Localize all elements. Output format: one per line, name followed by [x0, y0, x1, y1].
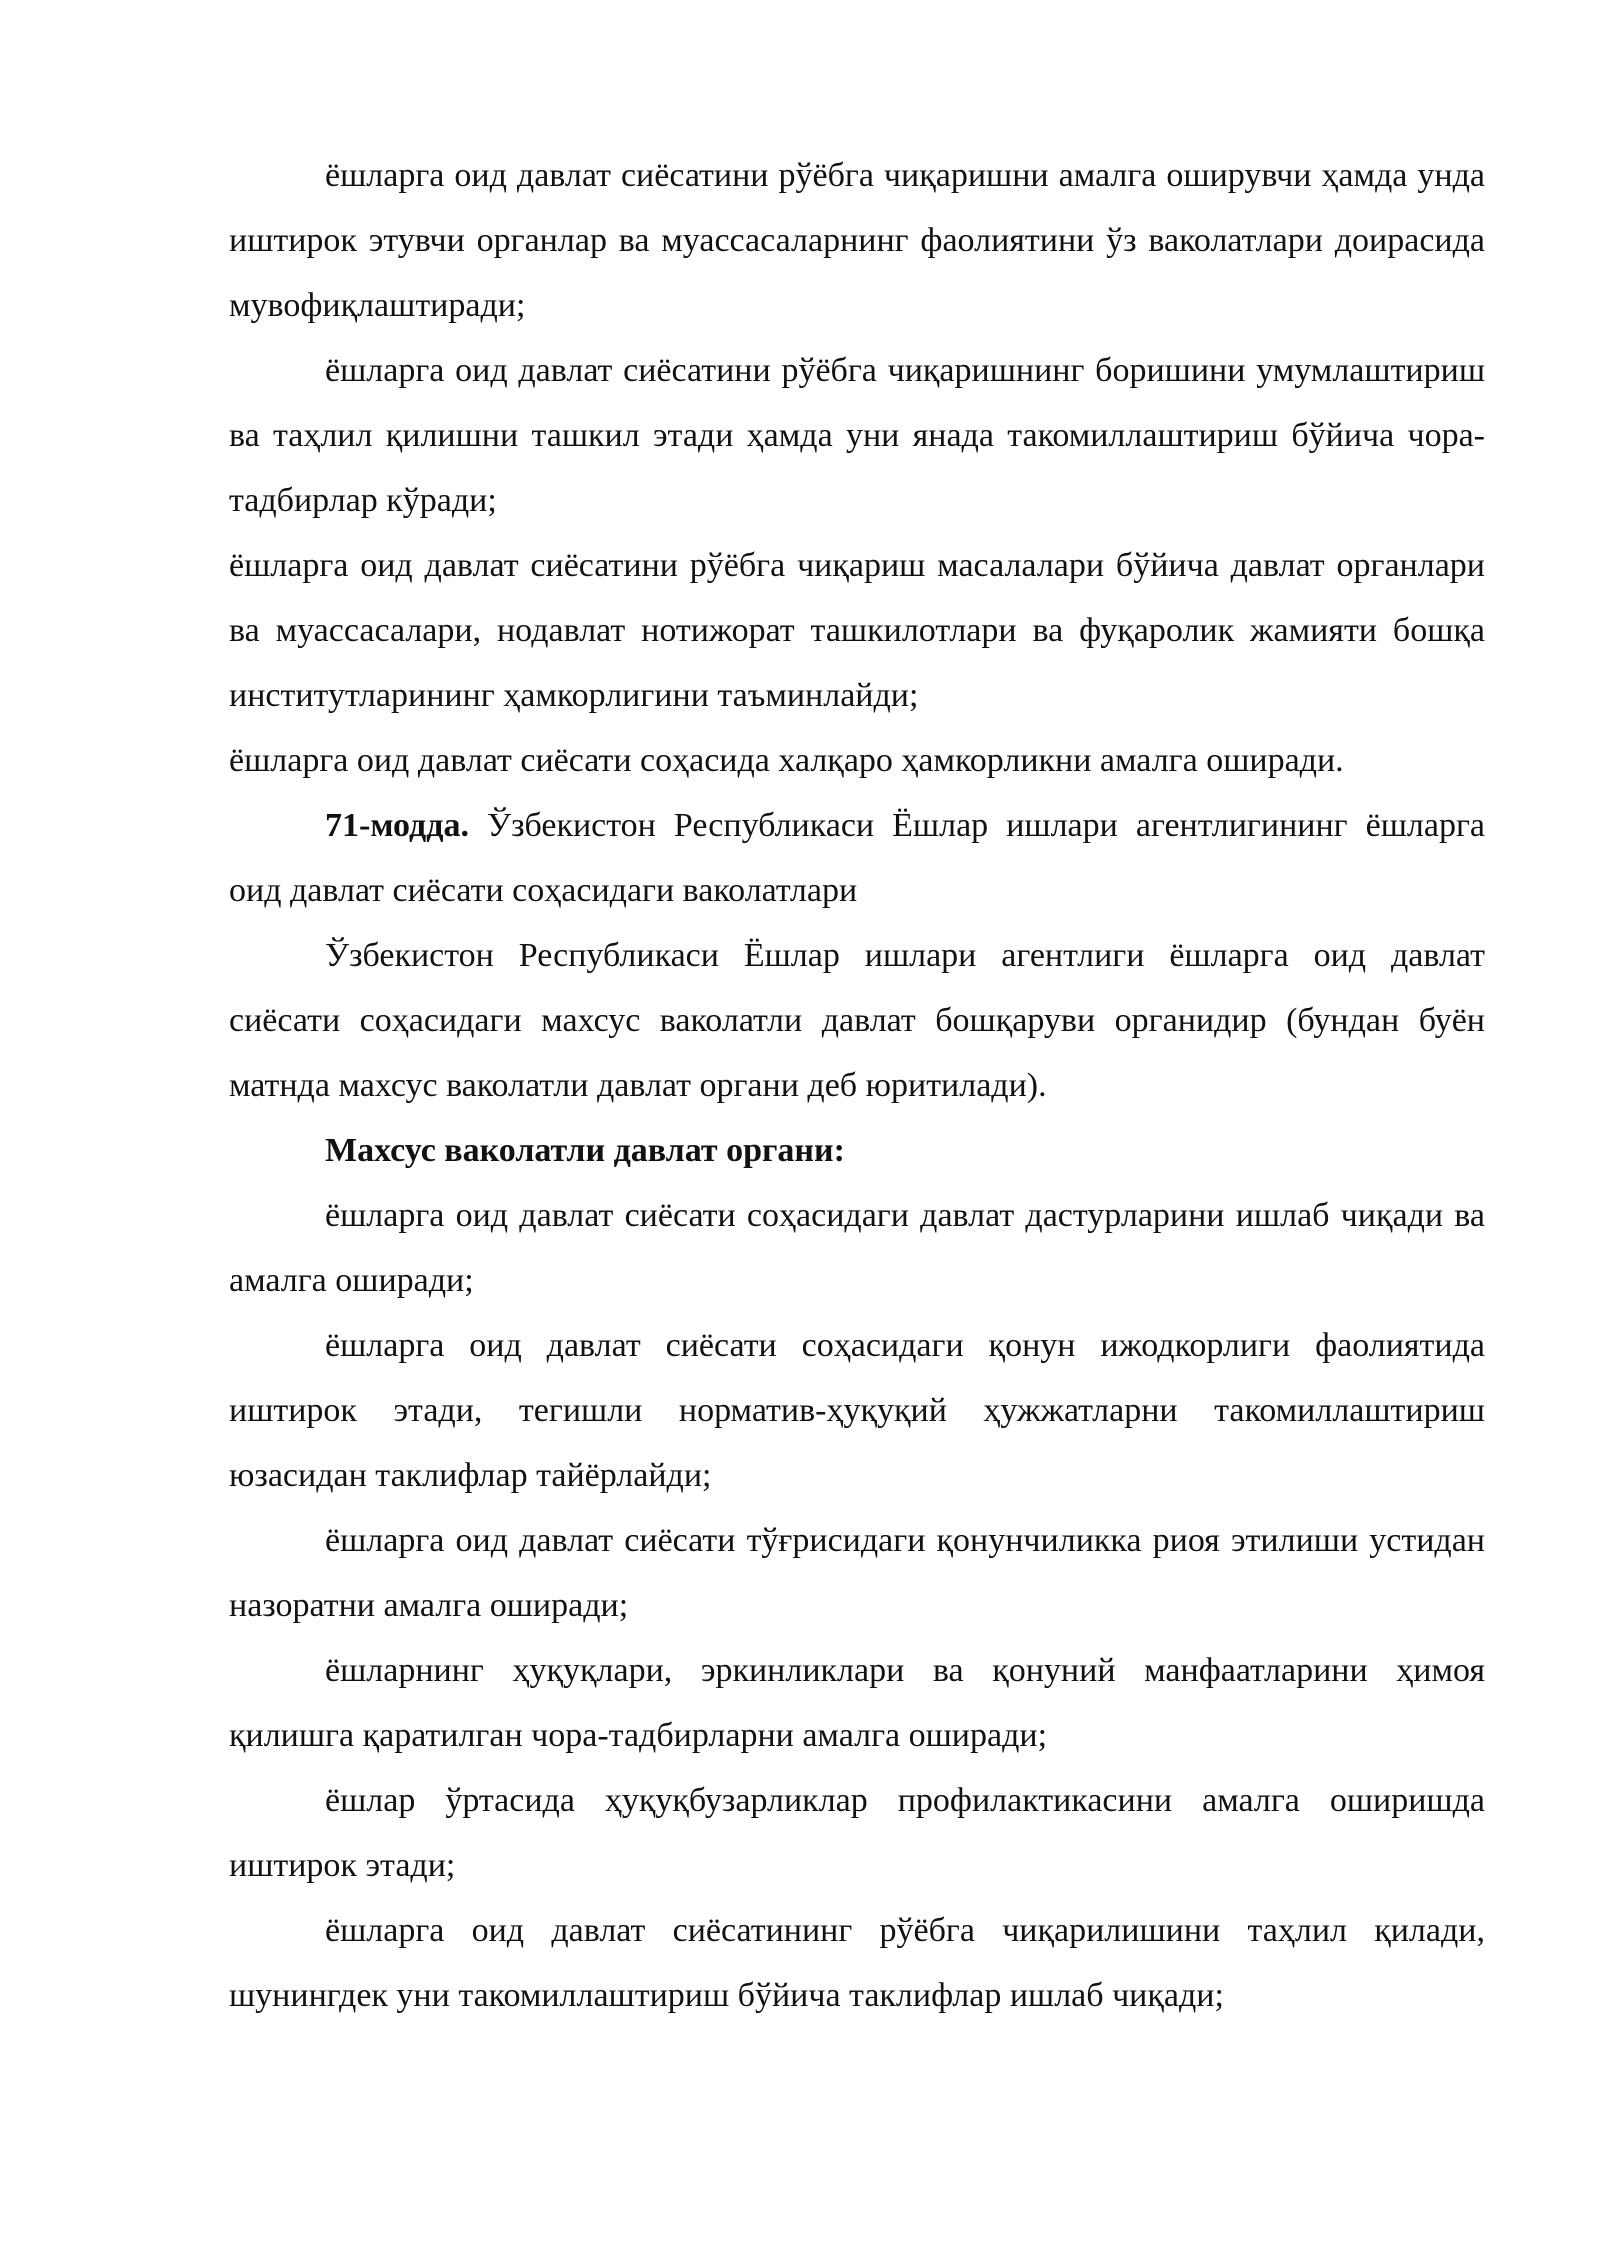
- paragraph-cooperation: ёшларга оид давлат сиёсатини рўёбга чиқариш масалалари бўйича давлат органлари ва муассасалари, нодавлат нотижорат ташкилотлари ва фуқаролик жамияти бошқа институтларининг ҳамкорлигини таъминлайди;: [229, 547, 1485, 714]
- paragraph-coordination: ёшларга оид давлат сиёсатини рўёбга чиқаришни амалга оширувчи ҳамда унда иштирок этувчи органлар ва муассасаларнинг фаолиятини ўз ваколатлари доирасида мувофиқлаштиради;: [229, 157, 1485, 324]
- power-item: ёшлар ўртасида ҳуқуқбузарликлар профилактикасини амалга оширишда иштирок этади;: [229, 1782, 1485, 1884]
- article-heading: [229, 793, 1485, 923]
- power-item: ёшларга оид давлат сиёсатининг рўёбга чиқарилишини таҳлил қилади, шунингдек уни такомиллаштириш бўйича таклифлар ишлаб чиқади;: [229, 1912, 1485, 2014]
- paragraph-international: ёшларга оид давлат сиёсати соҳасида халқаро ҳамкорликни амалга оширади.: [229, 742, 1344, 779]
- paragraph-analysis: ёшларга оид давлат сиёсатини рўёбга чиқаришнинг боришини умумлаштириш ва таҳлил қилишни ташкил этади ҳамда уни янада такомиллаштириш бўйича чора-тадбирлар кўради;: [229, 352, 1485, 519]
- article-title: Ўзбекистон Республикаси Ёшлар ишлари агентлигининг ёшларга оид давлат сиёсати соҳасидаги ваколатлари: [229, 807, 1486, 909]
- article-number: 71-модда.: [325, 807, 469, 844]
- power-item: ёшларга оид давлат сиёсати соҳасидаги қонун ижодкорлиги фаолиятида иштирок этади, тегишли норматив-ҳуқуқий ҳужжатларни такомиллаштириш юзасидан таклифлар тайёрлайди;: [229, 1327, 1485, 1494]
- document-body: [229, 143, 1485, 2028]
- power-item: ёшларга оид давлат сиёсати тўғрисидаги қонунчиликка риоя этилиши устидан назоратни амалга оширади;: [229, 1522, 1485, 1624]
- power-item: ёшларга оид давлат сиёсати соҳасидаги давлат дастурларини ишлаб чиқади ва амалга оширади;: [229, 1197, 1485, 1299]
- paragraph-intro: Ўзбекистон Республикаси Ёшлар ишлари агентлиги ёшларга оид давлат сиёсати соҳасидаги махсус ваколатли давлат бошқаруви органидир (бундан буён матнда махсус ваколатли давлат органи деб юритилади).: [229, 937, 1485, 1104]
- subheading: Махсус ваколатли давлат органи:: [325, 1132, 845, 1169]
- power-item: ёшларнинг ҳуқуқлари, эркинликлари ва қонуний манфаатларини ҳимоя қилишга қаратилган чора-тадбирларни амалга оширади;: [229, 1652, 1485, 1754]
